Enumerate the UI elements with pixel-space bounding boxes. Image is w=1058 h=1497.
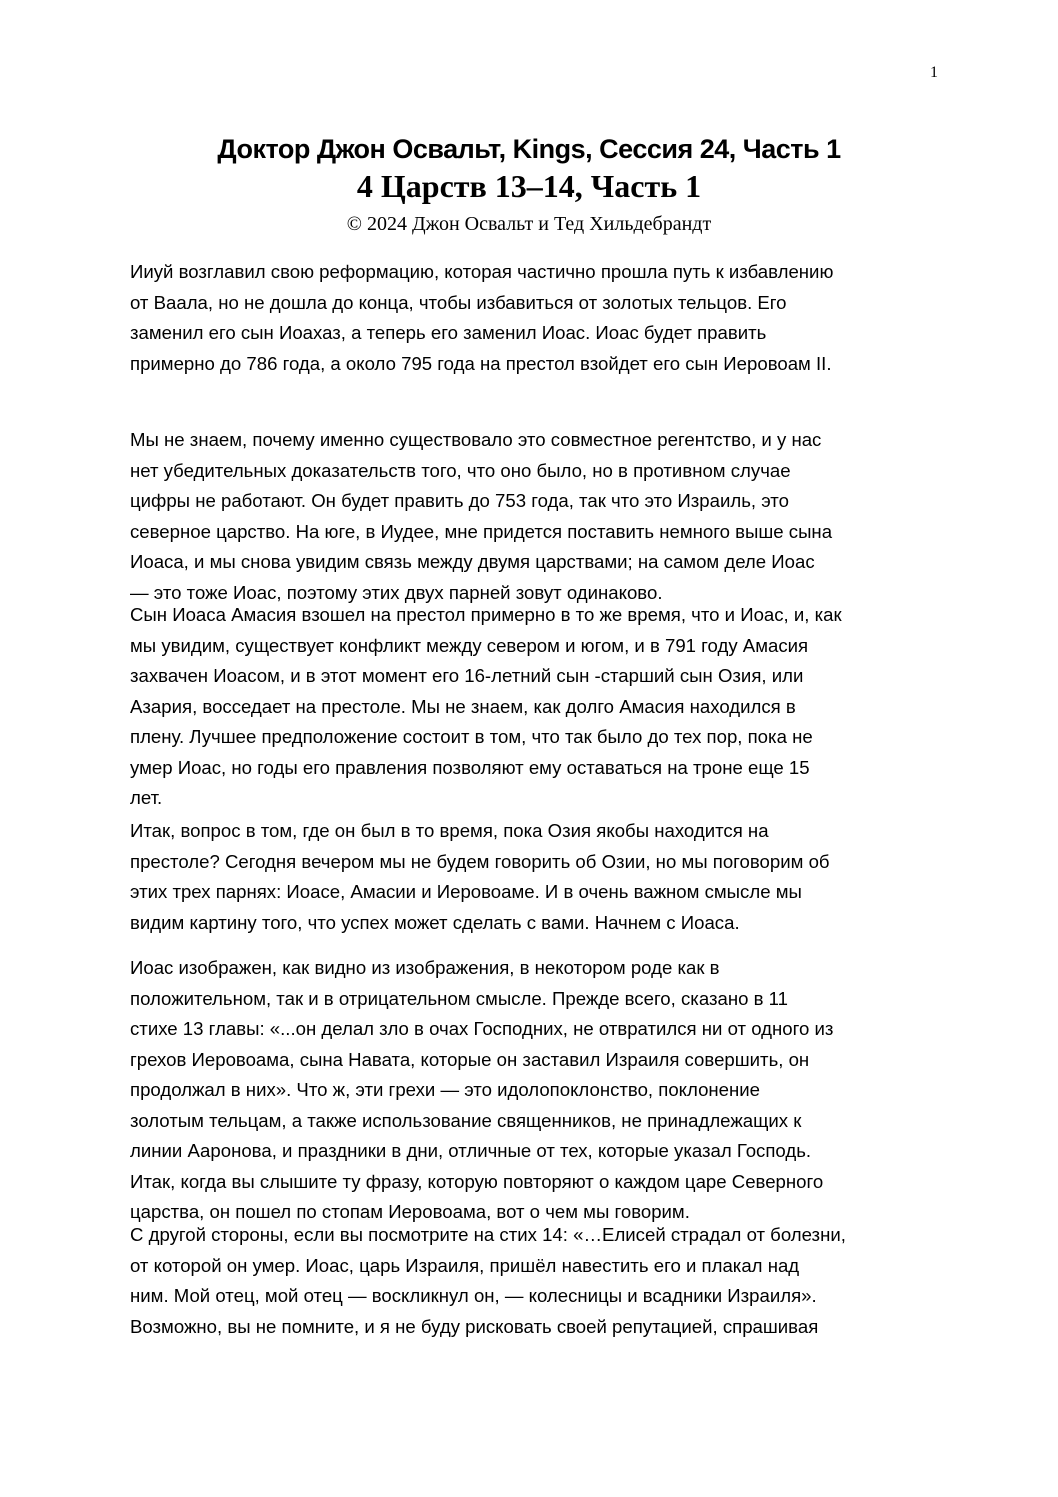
text-line: примерно до 786 года, а около 795 года на престол взойдет его сын Иеровоам II.	[130, 352, 832, 374]
text-line: Азария, восседает на престоле. Мы не знаем, как долго Амасия находился в	[130, 695, 796, 717]
text-line: Итак, вопрос в том, где он был в то время, пока Озия якобы находится на	[130, 820, 769, 841]
text-line: золотым тельцам, а также использование священников, не принадлежащих к	[130, 1109, 802, 1131]
text-line: от которой он умер. Иоас, царь Израиля, пришёл навестить его и плакал над	[130, 1254, 800, 1276]
text-line: Итак, когда вы слышите ту фразу, которую повторяют о каждом царе Северного	[130, 1170, 824, 1192]
text-line: северное царство. На юге, в Иудее, мне придется поставить немного выше сына	[130, 520, 833, 542]
page-number: 1	[930, 64, 938, 81]
paragraph	[130, 816, 950, 938]
text-line: Возможно, вы не помните, и я не буду рисковать своей репутацией, спрашивая	[130, 1315, 819, 1337]
text-line: С другой стороны, если вы посмотрите на стих 14: «…Елисей страдал от болезни,	[130, 1224, 846, 1245]
text-line: продолжал в них». Что ж, эти грехи — это идолопоклонство, поклонение	[130, 1079, 761, 1100]
text-line: царства, он пошел по стопам Иеровоама, вот о чем мы говорим.	[130, 1201, 690, 1222]
text-line: мы увидим, существует конфликт между севером и югом, и в 791 году Амасия	[130, 634, 809, 656]
text-line: умер Иоас, но годы его правления позволяют ему оставаться на троне еще 15	[130, 756, 810, 778]
text-line: грехов Иеровоама, сына Навата, которые он заставил Израиля совершить, он	[130, 1048, 810, 1070]
paragraph	[130, 1220, 950, 1342]
text-line: цифры не работают. Он будет править до 753 года, так что это Израиль, это	[130, 490, 789, 511]
paragraph	[130, 600, 950, 814]
document-title: Доктор Джон Освальт, Kings, Сессия 24, Часть 1	[217, 134, 841, 164]
text-line: стихе 13 главы: «...он делал зло в очах Господних, не отвратился ни от одного из	[130, 1018, 834, 1039]
text-line: этих трех парнях: Иоасе, Амасии и Иеровоаме. И в очень важном смысле мы	[130, 881, 802, 902]
document-subtitle: 4 Царств 13–14, Часть 1	[356, 168, 702, 204]
text-line: — это тоже Иоас, поэтому этих двух парней зовут одинаково.	[130, 581, 663, 603]
copyright-line: © 2024 Джон Освальт и Тед Хильдебрандт	[346, 213, 712, 235]
text-line: от Ваала, но не дошла до конца, чтобы избавиться от золотых тельцов. Его	[130, 291, 787, 313]
text-line: Мы не знаем, почему именно существовало это совместное регентство, и у нас	[130, 429, 822, 450]
text-line: положительном, так и в отрицательном смысле. Прежде всего, сказано в 11	[130, 987, 788, 1009]
text-line: лет.	[130, 787, 163, 808]
text-line: престоле? Сегодня вечером мы не будем говорить об Озии, но мы поговорим об	[130, 850, 830, 872]
text-line: Сын Иоаса Амасия взошел на престол примерно в то же время, что и Иоас, и, как	[130, 604, 842, 625]
text-line: Иоаса, и мы снова увидим связь между двумя царствами; на самом деле Иоас	[130, 551, 815, 572]
text-line: Иоас изображен, как видно из изображения, в некотором роде как в	[130, 957, 720, 978]
text-line: плену. Лучшее предположение состоит в том, что так было до тех пор, пока не	[130, 726, 813, 747]
paragraph	[130, 257, 950, 379]
text-line: линии Ааронова, и праздники в дни, отличные от тех, которые указал Господь.	[130, 1140, 812, 1161]
text-line: видим картину того, что успех может сделать с вами. Начнем с Иоаса.	[130, 911, 740, 933]
text-line: заменил его сын Иоахаз, а теперь его заменил Иоас. Иоас будет править	[130, 322, 767, 343]
text-line: нет убедительных доказательств того, что оно было, но в противном случае	[130, 459, 791, 481]
text-line: Ииуй возглавил свою реформацию, которая частично прошла путь к избавлению	[130, 261, 834, 282]
text-line: ним. Мой отец, мой отец — воскликнул он, — колесницы и всадники Израиля».	[130, 1285, 817, 1306]
text-line: захвачен Иоасом, и в этот момент его 16-летний сын -старший сын Озия, или	[130, 665, 804, 686]
paragraph	[130, 953, 950, 1228]
paragraph	[130, 425, 950, 608]
